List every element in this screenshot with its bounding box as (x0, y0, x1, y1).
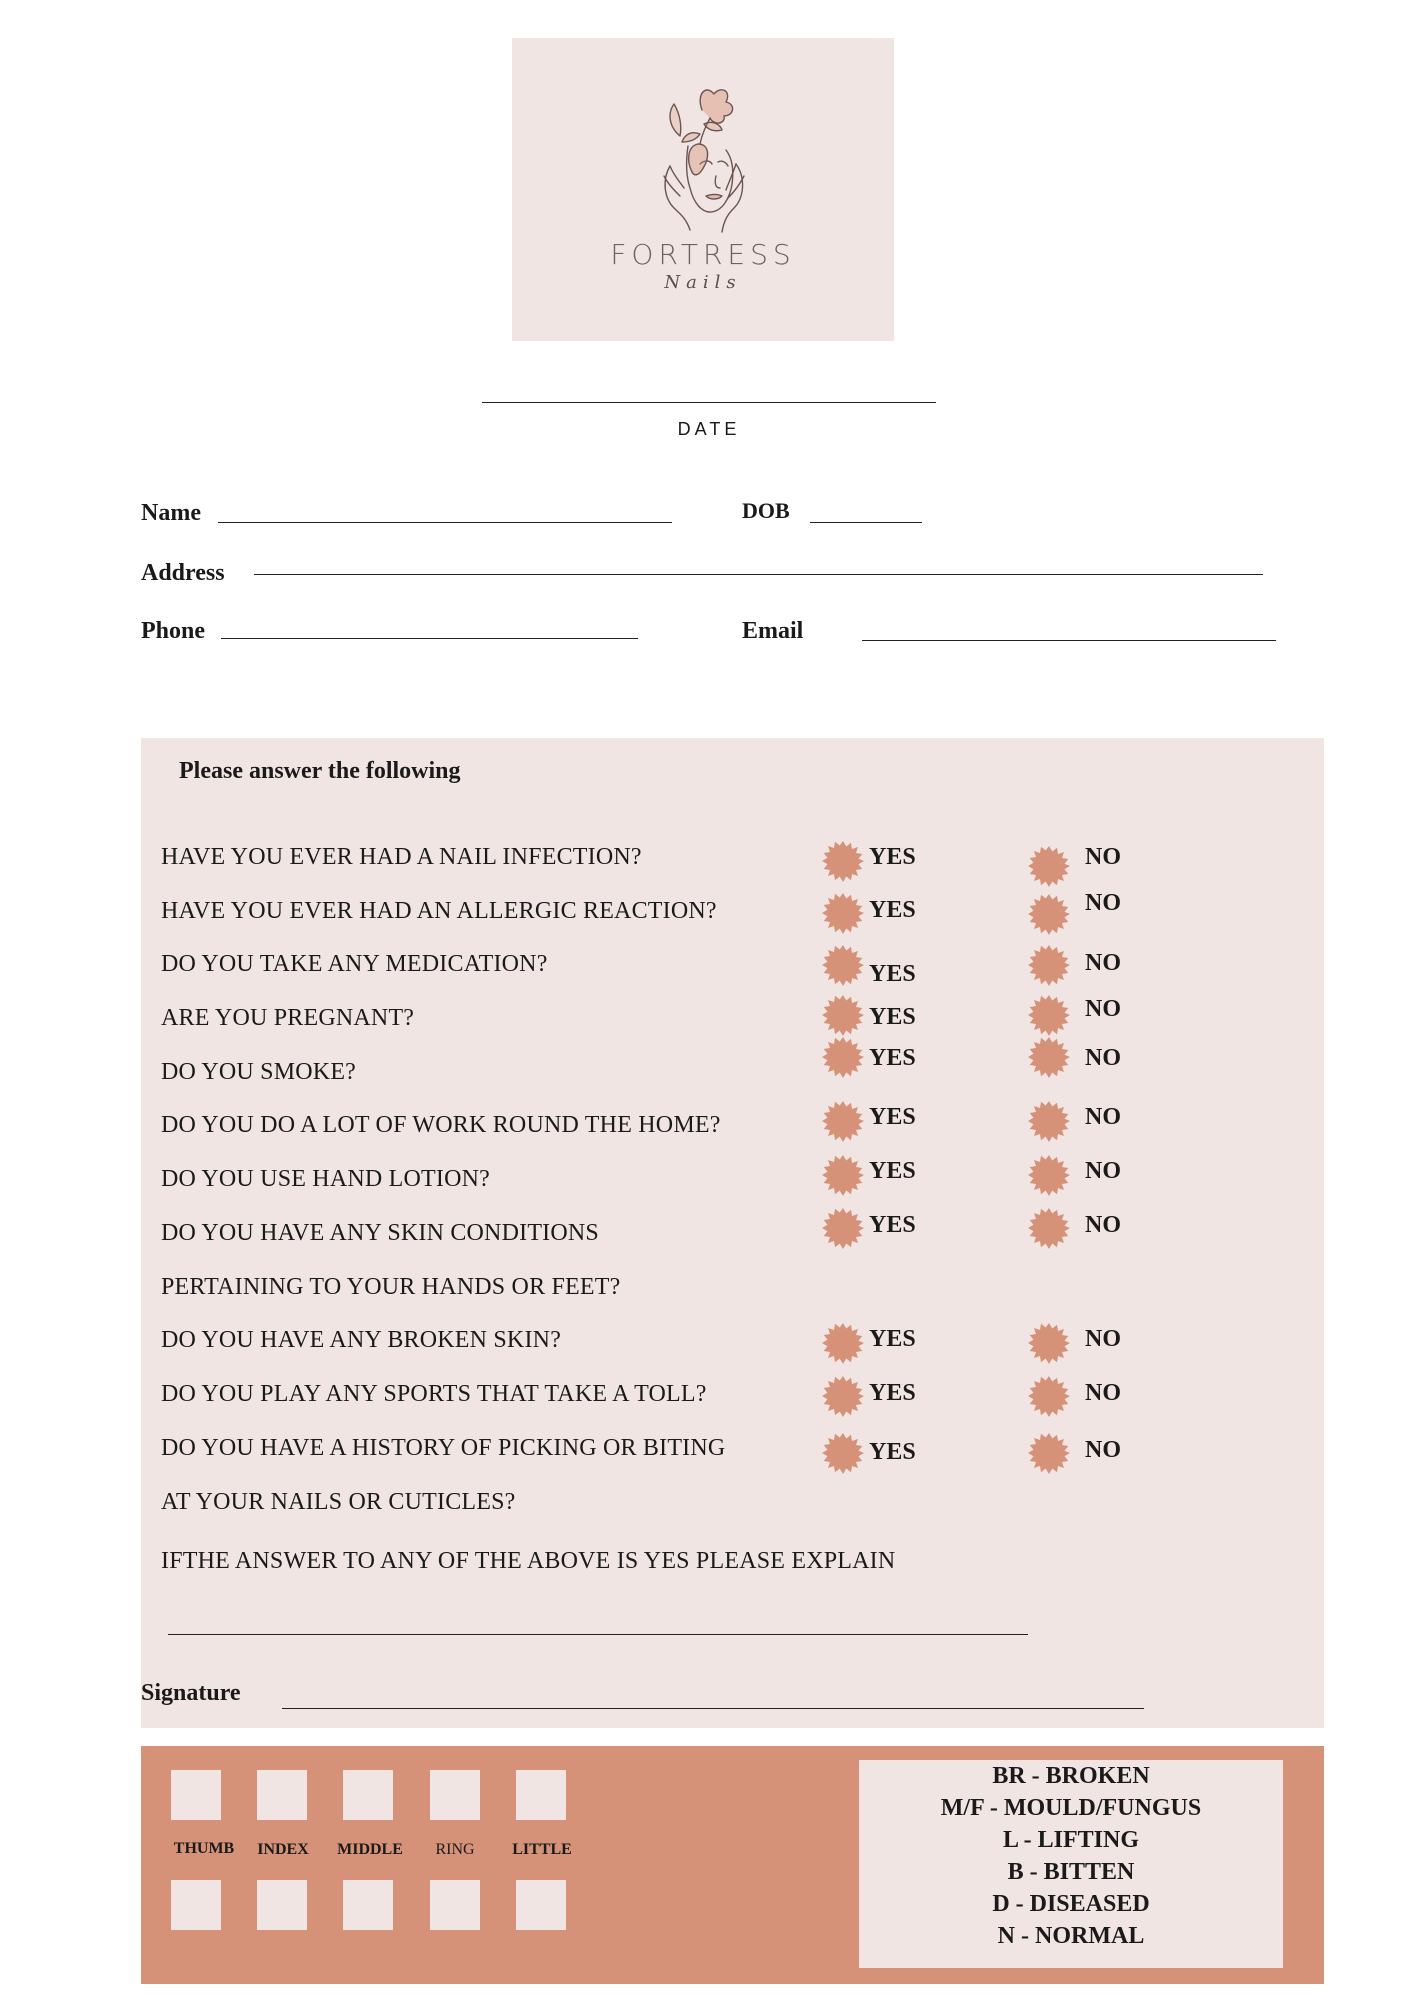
legend-box (859, 1760, 1283, 1968)
no-label: NO (1085, 1212, 1121, 1238)
starburst-icon[interactable] (1028, 1036, 1070, 1078)
yes-label: YES (869, 1439, 916, 1465)
no-label: NO (1085, 1380, 1121, 1406)
explain-prompt: IFTHE ANSWER TO ANY OF THE ABOVE IS YES PLEASE EXPLAIN (161, 1548, 896, 1574)
date-line[interactable] (482, 402, 936, 403)
question-text: ARE YOU PREGNANT? (161, 1005, 415, 1031)
finger-label: MIDDLE (337, 1841, 403, 1858)
legend-item: N - NORMAL (997, 1923, 1145, 1949)
logo-script: Nails (664, 272, 742, 293)
starburst-icon[interactable] (1028, 893, 1070, 935)
legend-item: D - DISEASED (992, 1891, 1150, 1917)
question-text: HAVE YOU EVER HAD AN ALLERGIC REACTION? (161, 898, 717, 924)
name-field[interactable] (218, 522, 672, 523)
logo (512, 38, 894, 341)
starburst-icon[interactable] (822, 840, 864, 882)
starburst-icon[interactable] (1028, 1432, 1070, 1474)
finger-label: RING (435, 1841, 475, 1858)
yes-label: YES (869, 961, 916, 987)
starburst-icon[interactable] (822, 892, 864, 934)
phone-field[interactable] (221, 638, 638, 639)
nail-box-top[interactable] (430, 1770, 480, 1820)
face-line-art-icon (640, 80, 766, 238)
address-label: Address (141, 560, 225, 586)
legend-item: L - LIFTING (1002, 1827, 1140, 1853)
email-label: Email (742, 618, 804, 644)
question-text: DO YOU SMOKE? (161, 1059, 357, 1085)
starburst-icon[interactable] (822, 1207, 864, 1249)
starburst-icon[interactable] (822, 1154, 864, 1196)
yes-label: YES (869, 1104, 916, 1130)
dob-field[interactable] (810, 522, 922, 523)
questionnaire-title: Please answer the following (179, 758, 461, 784)
signature-field[interactable] (282, 1708, 1144, 1709)
question-text: DO YOU PLAY ANY SPORTS THAT TAKE A TOLL? (161, 1381, 707, 1407)
dob-label: DOB (742, 498, 790, 523)
question-text: DO YOU USE HAND LOTION? (161, 1166, 490, 1192)
question-text: DO YOU HAVE ANY SKIN CONDITIONS (161, 1220, 599, 1246)
name-label: Name (141, 500, 201, 526)
starburst-icon[interactable] (822, 1036, 864, 1078)
starburst-icon[interactable] (1028, 994, 1070, 1036)
legend-item: M/F - MOULD/FUNGUS (940, 1795, 1202, 1821)
starburst-icon[interactable] (822, 944, 864, 986)
question-text: DO YOU HAVE A HISTORY OF PICKING OR BITING (161, 1435, 726, 1461)
legend-item: BR - BROKEN (992, 1763, 1150, 1789)
nail-box-bottom[interactable] (516, 1880, 566, 1930)
yes-label: YES (869, 1380, 916, 1406)
question-text: AT YOUR NAILS OR CUTICLES? (161, 1489, 516, 1515)
finger-label: LITTLE (512, 1841, 572, 1858)
no-label: NO (1085, 890, 1121, 916)
yes-label: YES (869, 897, 916, 923)
nail-box-bottom[interactable] (343, 1880, 393, 1930)
starburst-icon[interactable] (1028, 1207, 1070, 1249)
question-text: HAVE YOU EVER HAD A NAIL INFECTION? (161, 844, 642, 870)
starburst-icon[interactable] (1028, 1100, 1070, 1142)
starburst-icon[interactable] (1028, 845, 1070, 887)
nail-box-bottom[interactable] (257, 1880, 307, 1930)
nail-box-bottom[interactable] (430, 1880, 480, 1930)
legend-item: B - BITTEN (1007, 1859, 1135, 1885)
starburst-icon[interactable] (1028, 944, 1070, 986)
no-label: NO (1085, 950, 1121, 976)
yes-label: YES (869, 1212, 916, 1238)
no-label: NO (1085, 1104, 1121, 1130)
phone-label: Phone (141, 618, 206, 644)
starburst-icon[interactable] (822, 1322, 864, 1364)
finger-label: INDEX (257, 1841, 309, 1858)
nail-box-top[interactable] (516, 1770, 566, 1820)
email-field[interactable] (862, 640, 1276, 641)
signature-label: Signature (141, 1680, 241, 1706)
question-text: DO YOU TAKE ANY MEDICATION? (161, 951, 548, 977)
nail-box-top[interactable] (171, 1770, 221, 1820)
question-text: DO YOU DO A LOT OF WORK ROUND THE HOME? (161, 1112, 721, 1138)
starburst-icon[interactable] (1028, 1375, 1070, 1417)
nail-box-bottom[interactable] (171, 1880, 221, 1930)
question-text: PERTAINING TO YOUR HANDS OR FEET? (161, 1274, 621, 1300)
yes-label: YES (869, 1158, 916, 1184)
no-label: NO (1085, 1326, 1121, 1352)
no-label: NO (1085, 996, 1121, 1022)
explain-field[interactable] (168, 1634, 1028, 1635)
finger-label: THUMB (173, 1840, 235, 1857)
question-text: DO YOU HAVE ANY BROKEN SKIN? (161, 1327, 562, 1353)
starburst-icon[interactable] (822, 1100, 864, 1142)
starburst-icon[interactable] (822, 1375, 864, 1417)
yes-label: YES (869, 1045, 916, 1071)
starburst-icon[interactable] (822, 1432, 864, 1474)
starburst-icon[interactable] (1028, 1154, 1070, 1196)
yes-label: YES (869, 844, 916, 870)
logo-wordmark: FORTRESS (610, 238, 796, 271)
nail-box-top[interactable] (343, 1770, 393, 1820)
yes-label: YES (869, 1004, 916, 1030)
no-label: NO (1085, 844, 1121, 870)
nail-box-top[interactable] (257, 1770, 307, 1820)
no-label: NO (1085, 1158, 1121, 1184)
date-label: DATE (677, 419, 741, 439)
no-label: NO (1085, 1045, 1121, 1071)
starburst-icon[interactable] (1028, 1322, 1070, 1364)
yes-label: YES (869, 1326, 916, 1352)
address-field[interactable] (254, 574, 1263, 575)
no-label: NO (1085, 1437, 1121, 1463)
starburst-icon[interactable] (822, 994, 864, 1036)
